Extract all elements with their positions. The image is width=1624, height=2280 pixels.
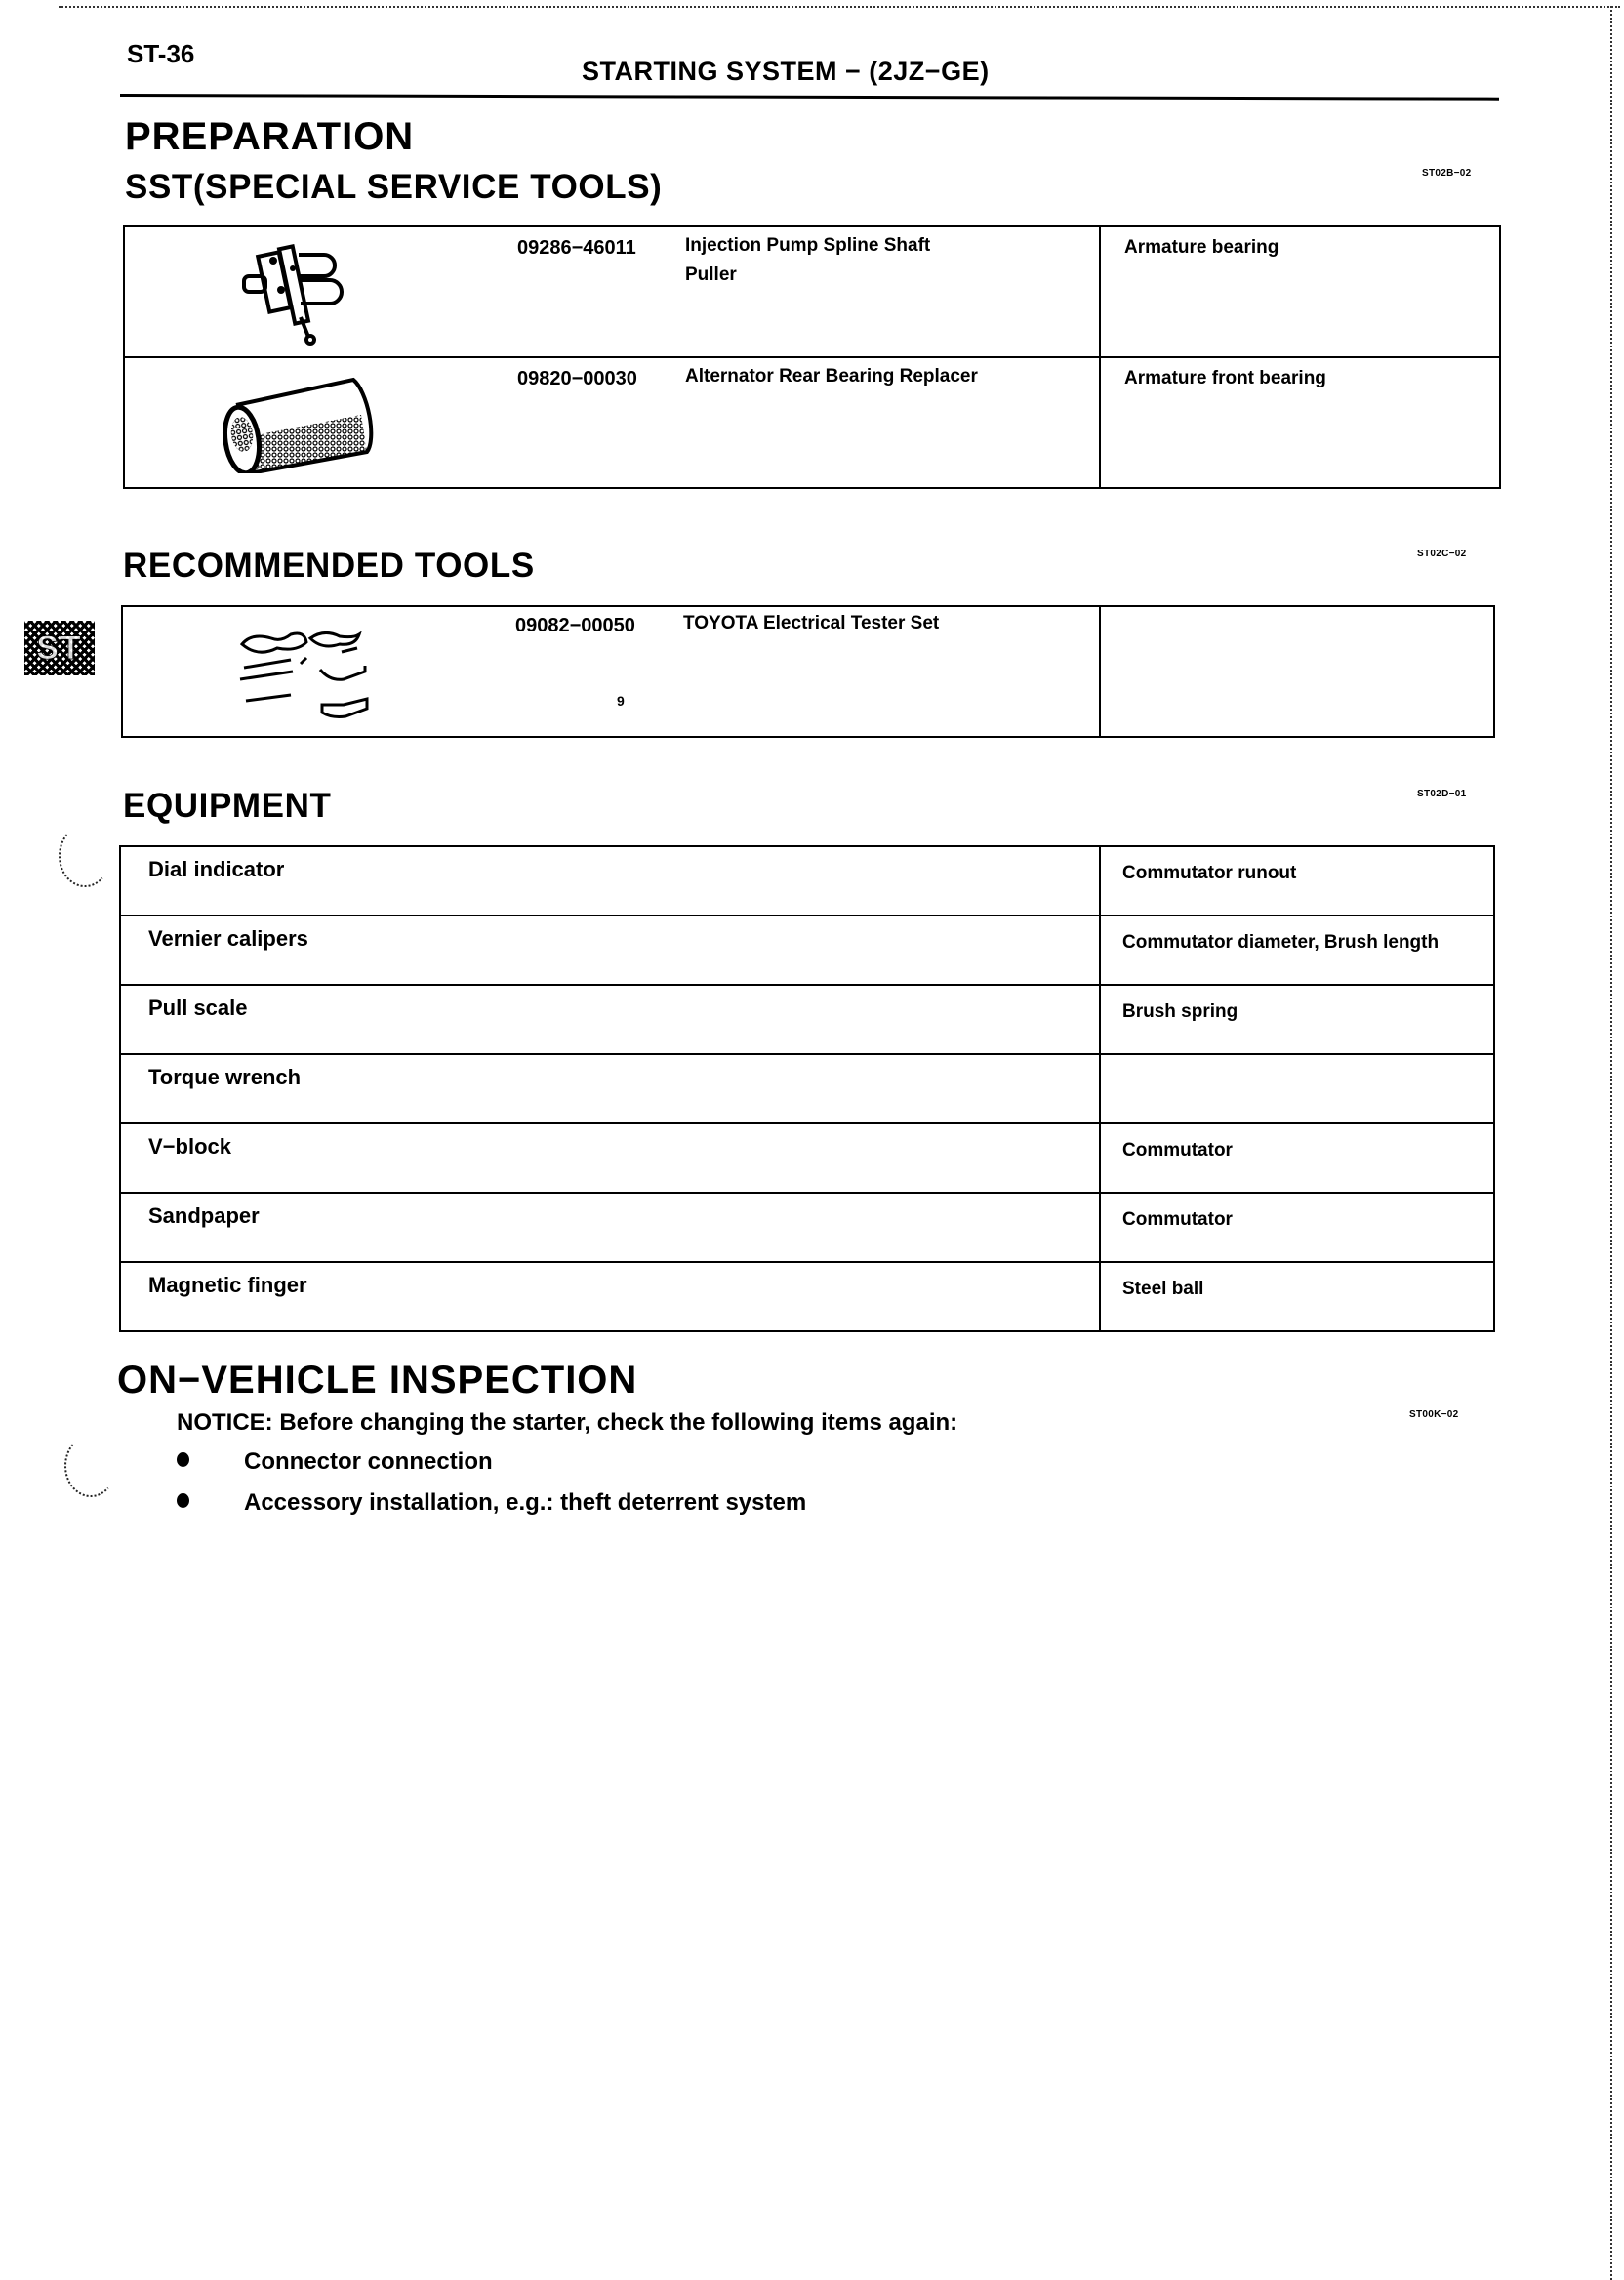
punch-hole-mark xyxy=(64,1435,117,1497)
equipment-purpose-cell xyxy=(1100,1123,1494,1193)
equipment-purpose xyxy=(1101,1055,1493,1071)
sst-tool-cell xyxy=(124,357,1100,488)
stray-mark: 9 xyxy=(617,693,625,709)
equipment-name: Magnetic finger xyxy=(148,1273,307,1297)
scan-border-top xyxy=(59,6,1620,8)
table-row xyxy=(120,1123,1494,1193)
equipment-name-cell xyxy=(120,1262,1100,1331)
equipment-purpose: Commutator diameter, Brush length xyxy=(1122,932,1440,953)
equipment-name: V−block xyxy=(148,1134,231,1159)
recommended-tools-ref-code: ST02C−02 xyxy=(1417,549,1467,559)
recommended-tools-title: RECOMMENDED TOOLS xyxy=(123,547,535,585)
equipment-name: Torque wrench xyxy=(148,1065,302,1089)
equipment-name-cell xyxy=(120,985,1100,1054)
equipment-name-cell xyxy=(120,1193,1100,1262)
table-row xyxy=(120,846,1494,916)
scan-border-right xyxy=(1610,6,1612,2280)
equipment-name-cell xyxy=(120,1054,1100,1123)
preparation-title: PREPARATION xyxy=(125,115,415,158)
equipment-table xyxy=(119,845,1495,1332)
table-row xyxy=(120,1262,1494,1331)
equipment-purpose: Commutator runout xyxy=(1122,863,1297,883)
equipment-name-cell xyxy=(120,1123,1100,1193)
list-item-text: Accessory installation, e.g.: theft deterrent system xyxy=(244,1489,807,1516)
running-title: STARTING SYSTEM − (2JZ−GE) xyxy=(582,57,990,86)
equipment-title: EQUIPMENT xyxy=(123,787,332,825)
section-tab xyxy=(24,621,95,675)
header-rule xyxy=(120,94,1499,101)
electrical-tester-set-illustration xyxy=(232,625,379,722)
bearing-replacer-illustration xyxy=(207,376,383,473)
equipment-purpose: Commutator xyxy=(1122,1209,1233,1230)
tool-purpose: Armature front bearing xyxy=(1124,368,1326,388)
bullet-icon xyxy=(177,1493,189,1508)
list-item xyxy=(177,1489,806,1517)
table-row xyxy=(120,916,1494,985)
purpose-cell xyxy=(1100,606,1494,737)
equipment-purpose-cell xyxy=(1100,1193,1494,1262)
table-row xyxy=(122,606,1494,737)
tool-name: Alternator Rear Bearing Replacer xyxy=(685,366,978,387)
notice-text: NOTICE: Before changing the starter, check the following items again: xyxy=(177,1409,958,1436)
equipment-purpose-cell xyxy=(1100,1262,1494,1331)
equipment-name: Dial indicator xyxy=(148,857,285,881)
on-vehicle-inspection-title: ON−VEHICLE INSPECTION xyxy=(117,1359,638,1402)
equipment-purpose: Commutator xyxy=(1122,1140,1233,1160)
purpose-cell xyxy=(1100,226,1500,357)
spline-shaft-puller-illustration xyxy=(223,239,369,346)
table-row xyxy=(124,226,1500,357)
sst-title: SST(SPECIAL SERVICE TOOLS) xyxy=(125,168,663,206)
tool-purpose xyxy=(1101,607,1493,617)
table-row xyxy=(120,985,1494,1054)
equipment-purpose-cell xyxy=(1100,846,1494,916)
equipment-name-cell xyxy=(120,916,1100,985)
tool-purpose: Armature bearing xyxy=(1124,237,1279,258)
list-item-text: Connector connection xyxy=(244,1448,493,1475)
sst-table xyxy=(123,225,1501,489)
part-number: 09820−00030 xyxy=(517,368,637,389)
purpose-cell xyxy=(1100,357,1500,488)
equipment-purpose-cell xyxy=(1100,916,1494,985)
inspection-ref-code: ST00K−02 xyxy=(1409,1409,1459,1420)
tool-name: TOYOTA Electrical Tester Set xyxy=(683,613,940,633)
tool-name-line1: Injection Pump Spline Shaft xyxy=(685,235,931,256)
recommended-tool-cell xyxy=(122,606,1100,737)
sst-tool-cell xyxy=(124,226,1100,357)
table-row xyxy=(124,357,1500,488)
equipment-purpose: Steel ball xyxy=(1122,1279,1204,1299)
equipment-purpose-cell xyxy=(1100,1054,1494,1123)
section-tab-label: ST xyxy=(36,629,83,667)
table-row xyxy=(120,1054,1494,1123)
page-number: ST-36 xyxy=(127,39,195,68)
list-item xyxy=(177,1448,493,1476)
part-number: 09082−00050 xyxy=(515,615,635,636)
equipment-name: Pull scale xyxy=(148,996,248,1020)
tool-name xyxy=(685,231,930,290)
sst-ref-code: ST02B−02 xyxy=(1422,168,1472,179)
punch-hole-mark xyxy=(59,825,111,887)
equipment-ref-code: ST02D−01 xyxy=(1417,789,1467,799)
bullet-icon xyxy=(177,1452,189,1467)
recommended-tools-table xyxy=(121,605,1495,738)
equipment-purpose: Brush spring xyxy=(1122,1001,1238,1022)
part-number: 09286−46011 xyxy=(517,237,636,259)
equipment-name-cell xyxy=(120,846,1100,916)
equipment-purpose-cell xyxy=(1100,985,1494,1054)
table-row xyxy=(120,1193,1494,1262)
equipment-name: Vernier calipers xyxy=(148,926,308,951)
tool-name-line2: Puller xyxy=(685,265,737,285)
equipment-name: Sandpaper xyxy=(148,1203,260,1228)
